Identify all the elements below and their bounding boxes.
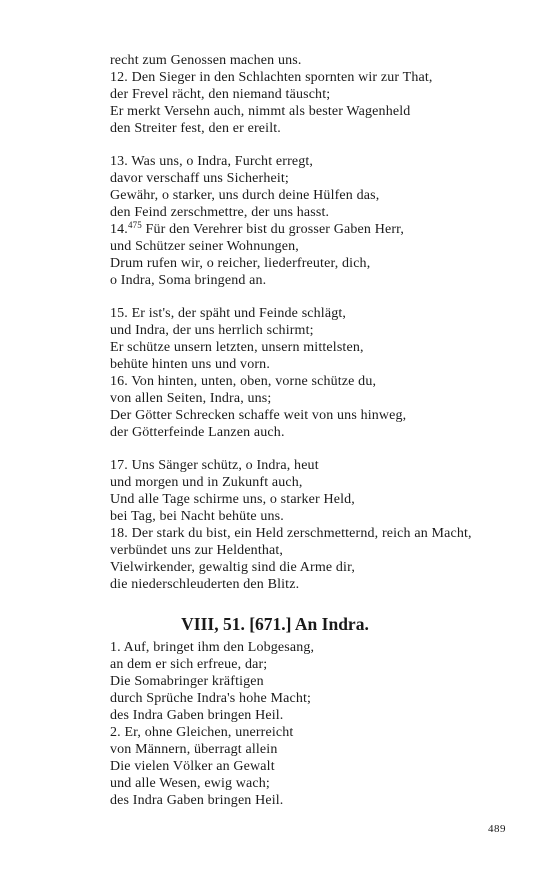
verse-line: der Götterfeinde Lanzen auch. xyxy=(110,425,285,440)
stanza-gap xyxy=(110,137,530,153)
verse-line: der Frevel rächt, den niemand täuscht; xyxy=(110,87,331,102)
verse-line: von Männern, überragt allein xyxy=(110,742,278,757)
verse-line: von allen Seiten, Indra, uns; xyxy=(110,391,272,406)
verse-block-hymn xyxy=(110,639,530,809)
verse-line: verbündet uns zur Heldenthat, xyxy=(110,543,284,558)
verse-line: durch Sprüche Indra's hohe Macht; xyxy=(110,691,312,706)
verse-line: recht zum Genossen machen uns. xyxy=(110,53,302,68)
verse-2-line-1: 2. Er, ohne Gleichen, unerreicht xyxy=(110,725,294,740)
hymn-heading: VIII, 51. [671.] An Indra. xyxy=(181,614,369,634)
verse-line: behüte hinten uns und vorn. xyxy=(110,357,270,372)
verse-line: und Schützer seiner Wohnungen, xyxy=(110,239,299,254)
verse-line: Und alle Tage schirme uns, o starker Held, xyxy=(110,492,355,507)
verse-line: und morgen und in Zukunft auch, xyxy=(110,475,303,490)
verse-15-line-1: 15. Er ist's, der späht und Feinde schlägt, xyxy=(110,306,347,321)
stanza-gap xyxy=(110,441,530,457)
verse-1-line-1: 1. Auf, bringet ihm den Lobgesang, xyxy=(110,640,315,655)
footnote-reference[interactable]: 475 xyxy=(127,220,142,230)
verse-12-line-1: 12. Den Sieger in den Schlachten spornten wir zur That, xyxy=(110,70,433,85)
verse-line: des Indra Gaben bringen Heil. xyxy=(110,793,284,808)
verse-line: die niederschleuderten den Blitz. xyxy=(110,577,300,592)
verse-line: Der Götter Schrecken schaffe weit von uns hinweg, xyxy=(110,408,407,423)
stanza-gap xyxy=(110,289,530,305)
verse-line: des Indra Gaben bringen Heil. xyxy=(110,708,284,723)
verse-14-line-1 xyxy=(110,221,530,238)
verse-16-line-1: 16. Von hinten, unten, oben, vorne schütze du, xyxy=(110,374,377,389)
verse-line: Er schütze unsern letzten, unsern mittelsten, xyxy=(110,340,364,355)
verse-line: Vielwirkender, gewaltig sind die Arme dir, xyxy=(110,560,355,575)
verse-line: bei Tag, bei Nacht behüte uns. xyxy=(110,509,284,524)
verse-line: Er merkt Versehn auch, nimmt als bester Wagenheld xyxy=(110,104,411,119)
verse-18-line-1: 18. Der stark du bist, ein Held zerschmetternd, reich an Macht, xyxy=(110,526,472,541)
verse-line: den Feind zerschmettre, der uns hasst. xyxy=(110,205,330,220)
verse-line: o Indra, Soma bringend an. xyxy=(110,273,267,288)
verse-line: Drum rufen wir, o reicher, liederfreuter, dich, xyxy=(110,256,371,271)
verse-line: Die Somabringer kräftigen xyxy=(110,674,264,689)
verse-line: davor verschaff uns Sicherheit; xyxy=(110,171,289,186)
verse-text: Für den Verehrer bist du grosser Gaben Herr, xyxy=(141,222,405,237)
page-number: 489 xyxy=(488,823,506,835)
verse-13-line-1: 13. Was uns, o Indra, Furcht erregt, xyxy=(110,154,314,169)
verse-line: und alle Wesen, ewig wach; xyxy=(110,776,270,791)
verse-line: an dem er sich erfreue, dar; xyxy=(110,657,268,672)
verse-17-line-1: 17. Uns Sänger schütz, o Indra, heut xyxy=(110,458,319,473)
verse-line: Die vielen Völker an Gewalt xyxy=(110,759,275,774)
verse-line: Gewähr, o starker, uns durch deine Hülfen das, xyxy=(110,188,380,203)
verse-line: und Indra, der uns herrlich schirmt; xyxy=(110,323,314,338)
verse-block-continued xyxy=(110,52,530,593)
verse-line: den Streiter fest, den er ereilt. xyxy=(110,121,281,136)
verse-number: 14. xyxy=(110,222,128,237)
